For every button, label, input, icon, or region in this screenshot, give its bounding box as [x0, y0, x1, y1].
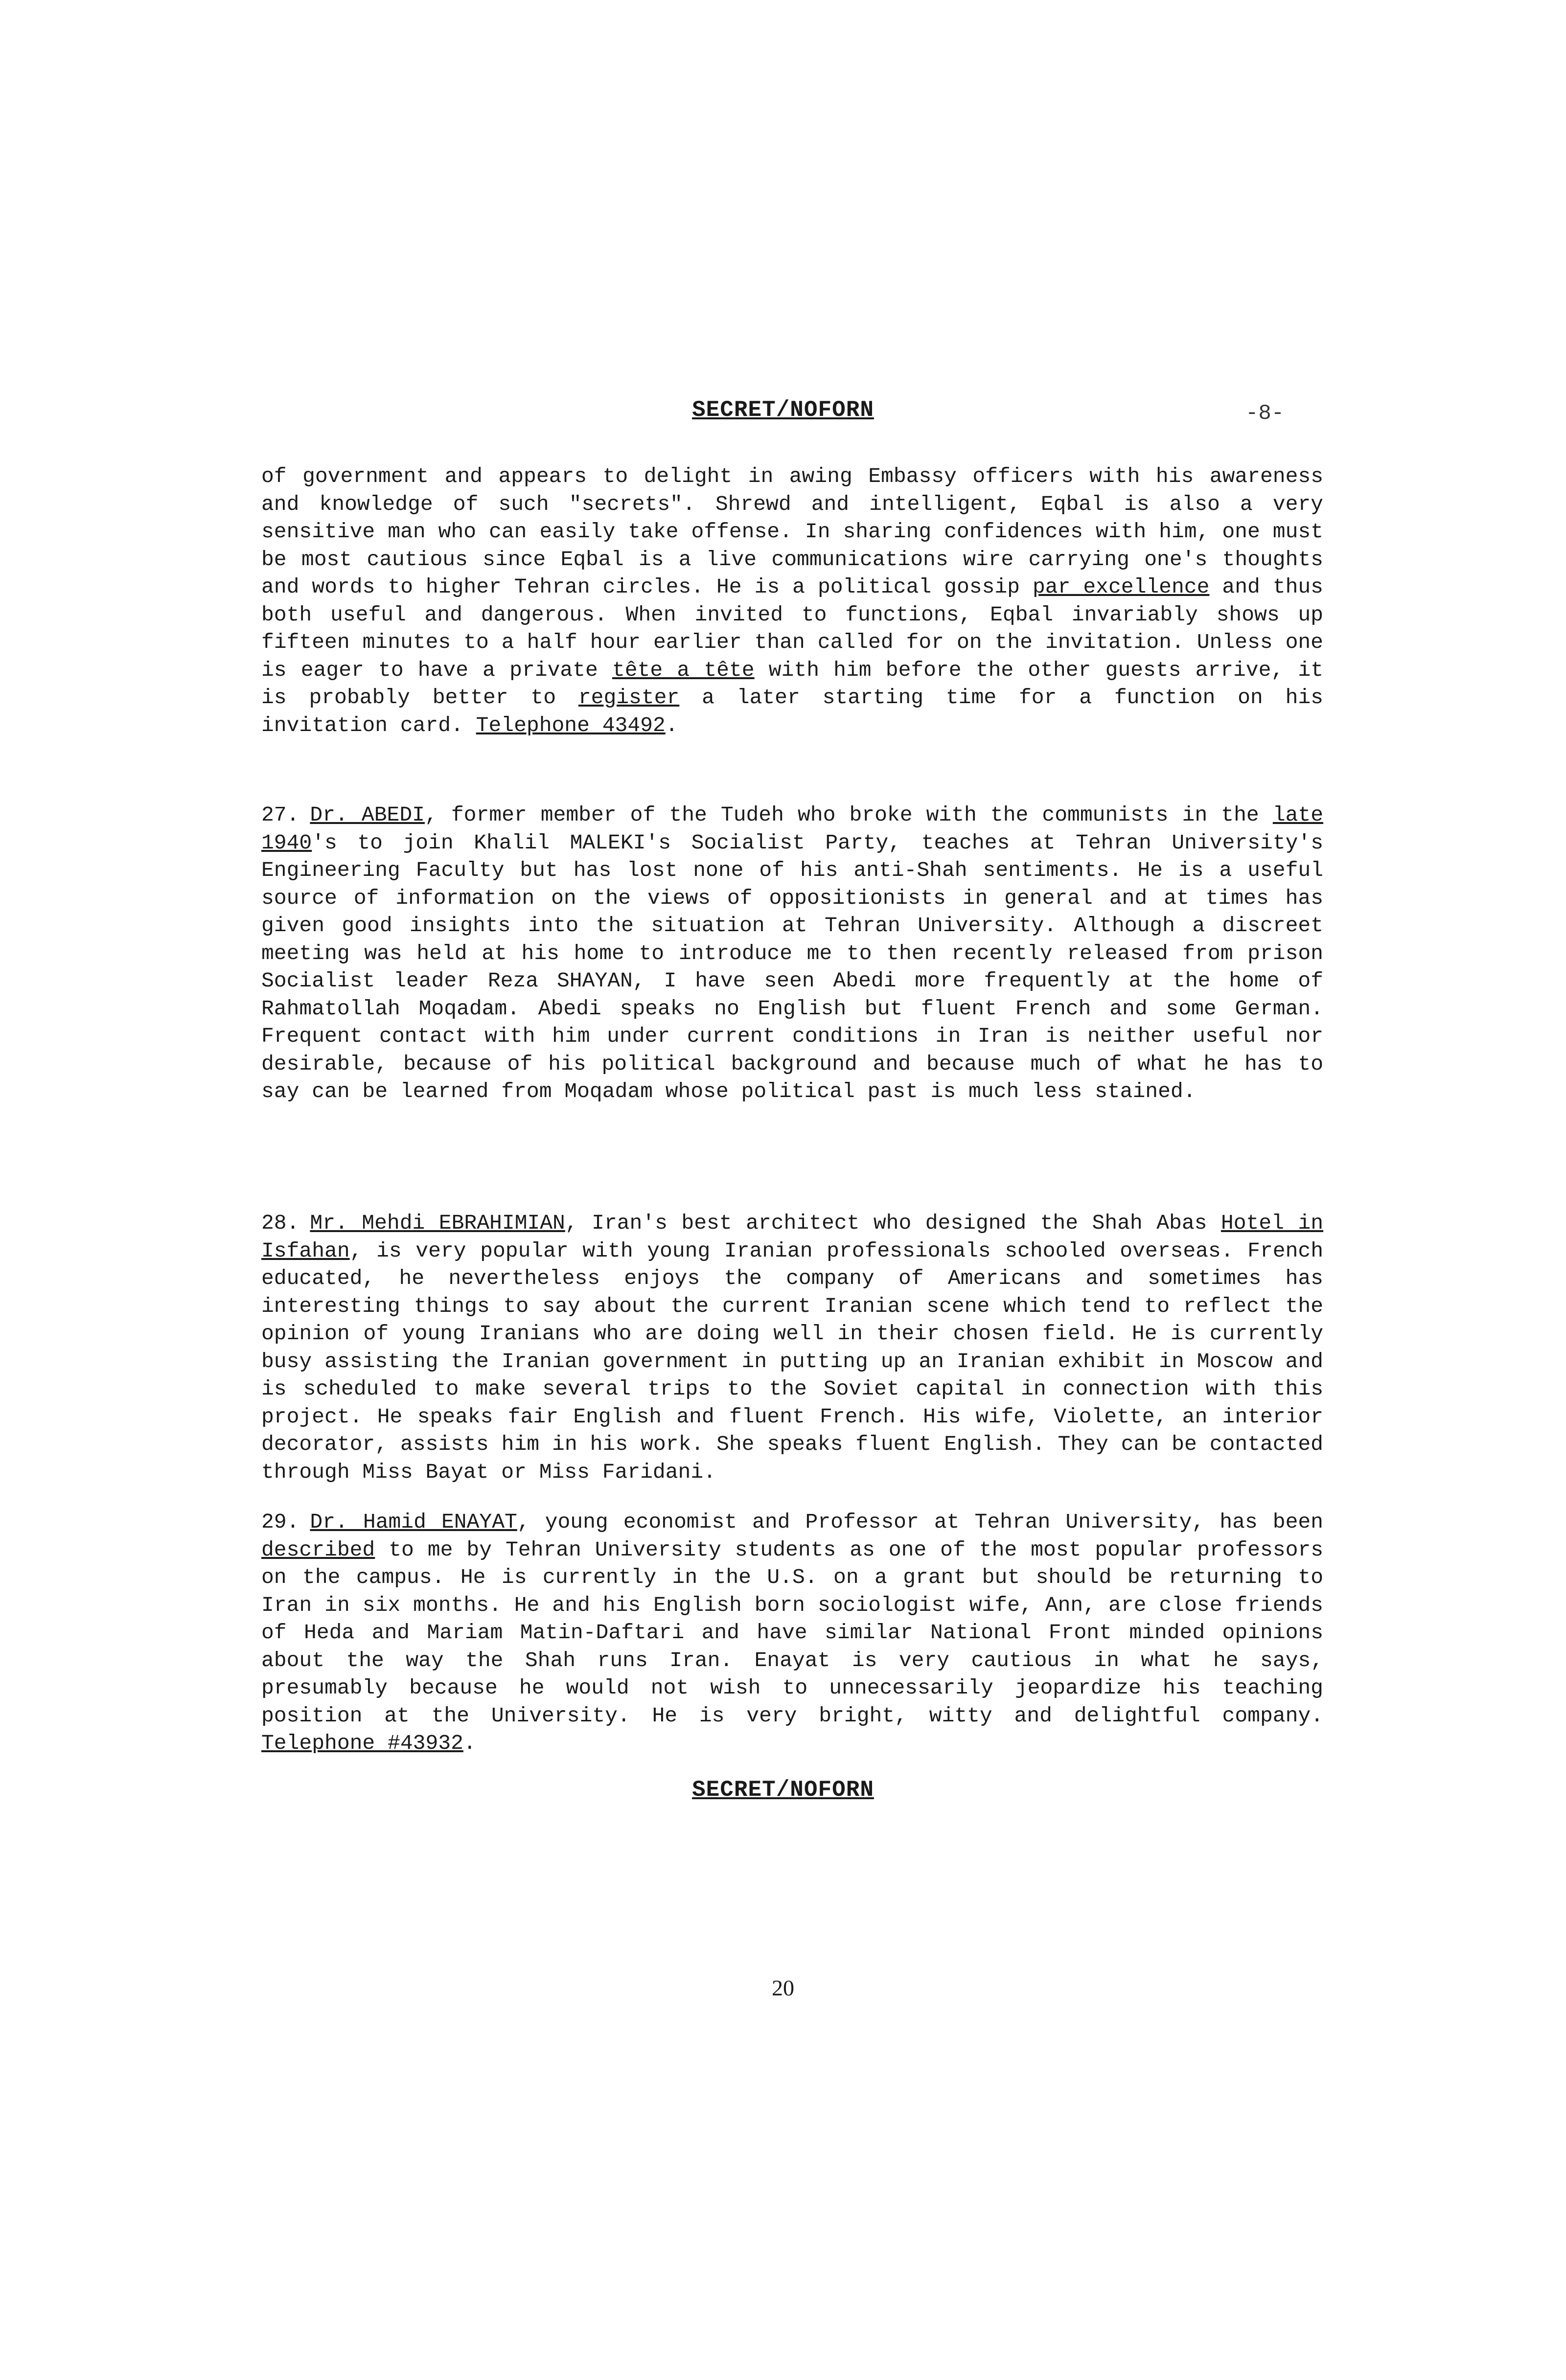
paragraph-27: [261, 801, 1323, 1106]
page-number: 20: [772, 1975, 794, 2000]
paragraph-28: [261, 1210, 1323, 1486]
text-segment: , former member of the Tudeh who broke with the communists in the: [424, 803, 1273, 827]
underlined-text: Dr. ABEDI: [310, 803, 425, 827]
text-segment: .: [665, 713, 678, 737]
text-segment: , young economist and Professor at Tehran University, has been: [517, 1510, 1323, 1534]
underlined-text: Telephone #43932: [261, 1731, 463, 1755]
underlined-text: Dr. Hamid ENAYAT: [310, 1510, 517, 1534]
header-classification: SECRET/NOFORN: [692, 397, 874, 423]
text-segment: with him before the other guests arrive, it is probably better to: [261, 658, 1323, 709]
text-segment: , Iran's best architect who designed the Shah Abas: [565, 1211, 1221, 1235]
underlined-text: Telephone 43492: [476, 713, 666, 737]
underlined-text: Hotel in Isfahan: [261, 1211, 1324, 1263]
text-segment: to me by Tehran University students as one of the most popular professors on the campus. He is currently in the U.S. on a grant but should be returning to Iran in six months. He and his English born sociologist wife, Ann, are close friends of Heda and Mariam Matin-Daftari and have similar National Front minded opinions about the way the Shah runs Iran. Enayat is very cautious in what he says, presumably because he would not wish to unnecessarily jeopardize his teaching position at the University. He is very bright, witty and delightful company.: [261, 1537, 1323, 1728]
underlined-text: par excellence: [1032, 575, 1210, 599]
text-segment: , is very popular with young Iranian professionals schooled overseas. French educated, he nevertheless enjoys the company of Americans and sometimes has interesting things to say about the current Iranian scene which tend to reflect the opinion of young Iranians who are doing well in their chosen field. He is currently busy assisting the Iranian government in putting up an Iranian exhibit in Moscow and is scheduled to make several trips to the Soviet capital in connection with this project. He speaks fair English and fluent French. His wife, Violette, an interior decorator, assists him in his work. She speaks fluent English. They can be contacted through Miss Bayat or Miss Faridani.: [261, 1238, 1323, 1484]
text-segment: a later starting time for a function on his invitation card.: [261, 686, 1323, 737]
text-segment: of government and appears to delight in awing Embassy officers with his awareness and knowledge of such "secrets". Shrewd and intelligent, Eqbal is also a very sensitive man who can easily take offense. In sharing confidences with him, one must be most cautious since Eqbal is a live communications wire carrying one's thoughts and words to higher Tehran circles. He is a political gossip: [261, 464, 1323, 599]
underlined-text: described: [261, 1537, 375, 1562]
paragraph-number: 29.: [261, 1510, 299, 1534]
underlined-text: register: [578, 686, 680, 709]
paragraph-continued: [261, 463, 1323, 739]
underlined-text: Mr. Mehdi EBRAHIMIAN: [310, 1211, 565, 1235]
paragraph-number: 28.: [261, 1211, 299, 1235]
text-segment: 's to join Khalil MALEKI's Socialist Party, teaches at Tehran University's Engineering Faculty but has lost none of his anti-Shah sentiments. He is a useful source of information on the views of oppositionists in general and at times has given good insights into the situation at Tehran University. Although a discreet meeting was held at his home to introduce me to then recently released from prison Socialist leader Reza SHAYAN, I have seen Abedi more frequently at the home of Rahmatollah Moqadam. Abedi speaks no English but fluent French and some German. Frequent contact with him under current conditions in Iran is neither useful nor desirable, because of his political background and because much of what he has to say can be learned from Moqadam whose political past is much less stained.: [261, 830, 1323, 1103]
text-segment: and thus both useful and dangerous. When invited to functions, Eqbal invariably shows up fifteen minutes to a half hour earlier than called for on the invitation. Unless one is eager to have a private: [261, 575, 1323, 682]
page-marker: -8-: [1245, 401, 1285, 426]
paragraph-29: [261, 1509, 1323, 1758]
underlined-text: late 1940: [261, 803, 1323, 855]
footer-classification: SECRET/NOFORN: [692, 1777, 874, 1803]
paragraph-number: 27.: [261, 803, 299, 827]
text-segment: .: [463, 1731, 476, 1755]
underlined-text: tête a tête: [612, 658, 755, 682]
